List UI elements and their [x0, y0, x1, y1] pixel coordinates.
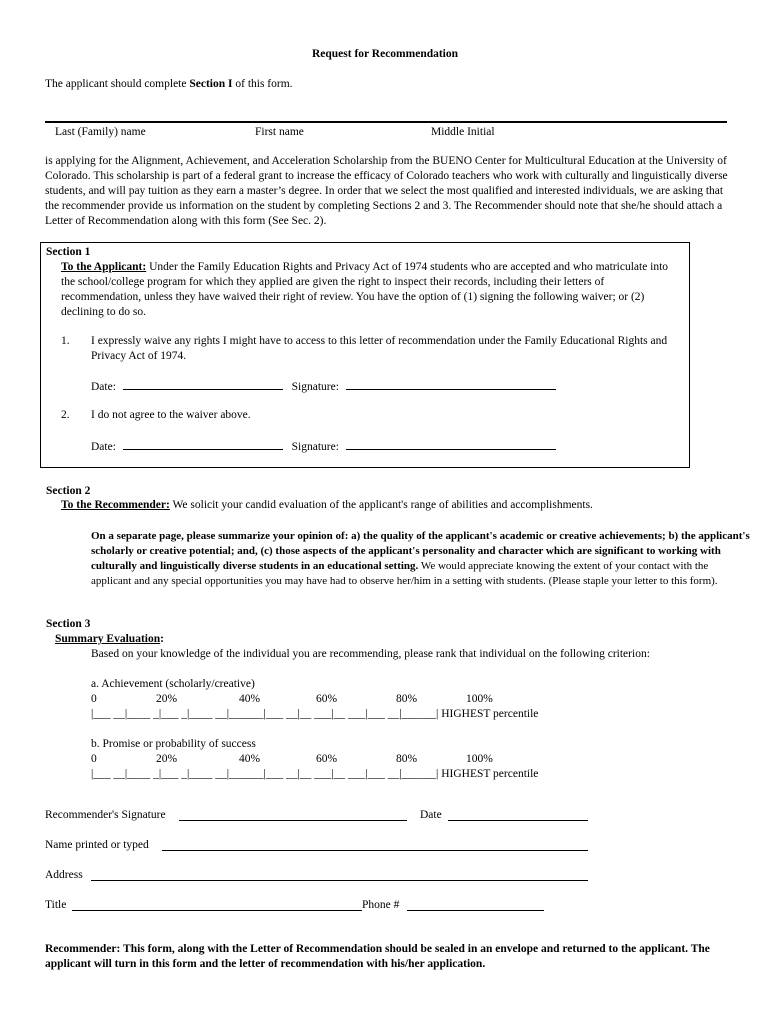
recommender-date-field[interactable]: [448, 820, 588, 821]
middle-initial-label: Middle Initial: [431, 126, 495, 138]
address-field[interactable]: [91, 880, 588, 881]
section2-to-label: To the Recommender:: [61, 499, 170, 511]
criterion-b-scale-100: 100%: [466, 753, 493, 765]
section1-heading: Section 1: [46, 246, 91, 258]
section2-intro: [61, 498, 593, 513]
first-name-label: First name: [255, 126, 304, 138]
section1-to-text: Under the Family Education Rights and Privacy Act of 1974 students who are accepted and who matriculate into the school/college program for which they applied are given the right to inspect their records, including their letters of recommendation, unless they have waived their right of review. You have the option of (1) signing the following waiver; or (2) declining to do so.: [61, 261, 669, 318]
criterion-b-scale-80: 80%: [396, 753, 418, 765]
criterion-b-scale-0: 0: [91, 753, 97, 765]
option2-text: I do not agree to the waiver above.: [91, 409, 251, 421]
address-label: Address: [45, 869, 83, 881]
option1-text: I expressly waive any rights I might have to access to this letter of recommendation under the Family Educational Rights and Privacy Act of 1974.: [91, 335, 668, 362]
criterion-b-highest: HIGHEST percentile: [441, 768, 539, 780]
criterion-a-scale-0: 0: [91, 693, 97, 705]
decline-signature-field[interactable]: [346, 438, 556, 450]
criterion-b-scale-20: 20%: [156, 753, 178, 765]
page-title: Request for Recommendation: [311, 48, 459, 60]
waiver-date-row: [91, 378, 556, 395]
recommender-signature-field[interactable]: [179, 820, 407, 821]
section1-intro: [61, 260, 681, 320]
criterion-b-scale-40: 40%: [239, 753, 261, 765]
title-label: Title: [45, 899, 67, 911]
section2-normal-text: We would appreciate knowing the extent of your contact with the applicant and any special opportunities you may have had to observe her/him in a setting with students. (Please staple your letter to this form).: [91, 560, 718, 587]
summary-evaluation-text: Summary Evaluation: [55, 633, 161, 645]
intro-pre: The applicant should complete: [45, 78, 190, 90]
criterion-a-scale-100: 100%: [466, 693, 493, 705]
intro-post: of this form.: [232, 78, 293, 90]
waiver-date-label: Date:: [91, 381, 116, 393]
criterion-b-scale-60: 60%: [316, 753, 338, 765]
criterion-a-rating-scale[interactable]: [91, 707, 538, 722]
option2-number: 2.: [61, 409, 70, 421]
recommender-signature-label: Recommender's Signature: [45, 809, 166, 821]
intro-bold: Section I: [189, 78, 233, 90]
section1-to-label: To the Applicant:: [61, 261, 147, 273]
decline-date-field[interactable]: [123, 438, 283, 450]
criterion-a-scale-80: 80%: [396, 693, 418, 705]
phone-field[interactable]: [407, 910, 544, 911]
criterion-a-scale-line[interactable]: |___ __|____ _|___ _|____ __|______|___ __|__ ___|__ ___|___ __|______|: [91, 708, 439, 720]
decline-date-row: [91, 438, 556, 455]
recommender-date-label: Date: [420, 809, 442, 821]
criterion-a-scale-60: 60%: [316, 693, 338, 705]
criterion-b-scale-line[interactable]: |___ __|____ _|___ _|____ __|______|___ __|__ ___|__ ___|___ __|______|: [91, 768, 439, 780]
purpose-paragraph: is applying for the Alignment, Achievement, and Acceleration Scholarship from the BUENO Center for Multicultural Education at the University of Colorado. This scholarship is part of a federal grant to increase the efficacy of Colorado teachers who work with culturally and linguistically diverse students, and will pay tuition as they earn a master’s degree. In order that we select the most qualified and interested individuals, we are asking that the recommender provide us information on the student by completing Sections 2 and 3. The Recommender should note that she/he should attach a Letter of Recommendation along with this form (See Sec. 2).: [45, 155, 728, 227]
decline-signature-label: Signature:: [291, 441, 339, 453]
name-printed-field[interactable]: [162, 850, 588, 851]
waiver-signature-field[interactable]: [346, 378, 556, 390]
waiver-signature-label: Signature:: [291, 381, 339, 393]
section3-heading: Section 3: [46, 618, 91, 630]
criterion-b-label: b. Promise or probability of success: [91, 738, 256, 750]
section2-instructions: [91, 529, 751, 589]
criterion-a-highest: HIGHEST percentile: [441, 708, 539, 720]
criterion-a-scale-40: 40%: [239, 693, 261, 705]
section2-to-text: We solicit your candid evaluation of the applicant's range of abilities and accomplishments.: [169, 499, 593, 511]
intro-line: [45, 77, 293, 92]
summary-evaluation-label: [55, 632, 164, 647]
closing-note: Recommender: This form, along with the Letter of Recommendation should be sealed in an envelope and returned to the applicant. The applicant will turn in this form and the letter of recommendation with his/her application.: [45, 943, 710, 970]
section3-instruction: Based on your knowledge of the individual you are recommending, please rank that individual on the following criterion:: [91, 648, 650, 660]
title-field[interactable]: [72, 910, 362, 911]
name-printed-label: Name printed or typed: [45, 839, 149, 851]
section2-bold-text: On a separate page, please summarize your opinion of: a) the quality of the applicant's academic or creative achievements; b) the applicant's scholarly or creative potential; and, (c) those aspects of the applicant's personality and character which are significant to working with culturally and linguistically diverse students in an educational setting.: [91, 530, 750, 572]
summary-evaluation-colon: :: [160, 633, 164, 645]
option1-number: 1.: [61, 335, 70, 347]
phone-label: Phone #: [362, 899, 400, 911]
criterion-b-rating-scale[interactable]: [91, 767, 538, 782]
section2-heading: Section 2: [46, 485, 91, 497]
criterion-a-scale-20: 20%: [156, 693, 178, 705]
last-name-label: Last (Family) name: [55, 126, 146, 138]
decline-date-label: Date:: [91, 441, 116, 453]
waiver-date-field[interactable]: [123, 378, 283, 390]
applicant-name-line[interactable]: [45, 121, 727, 123]
criterion-a-label: a. Achievement (scholarly/creative): [91, 678, 255, 690]
